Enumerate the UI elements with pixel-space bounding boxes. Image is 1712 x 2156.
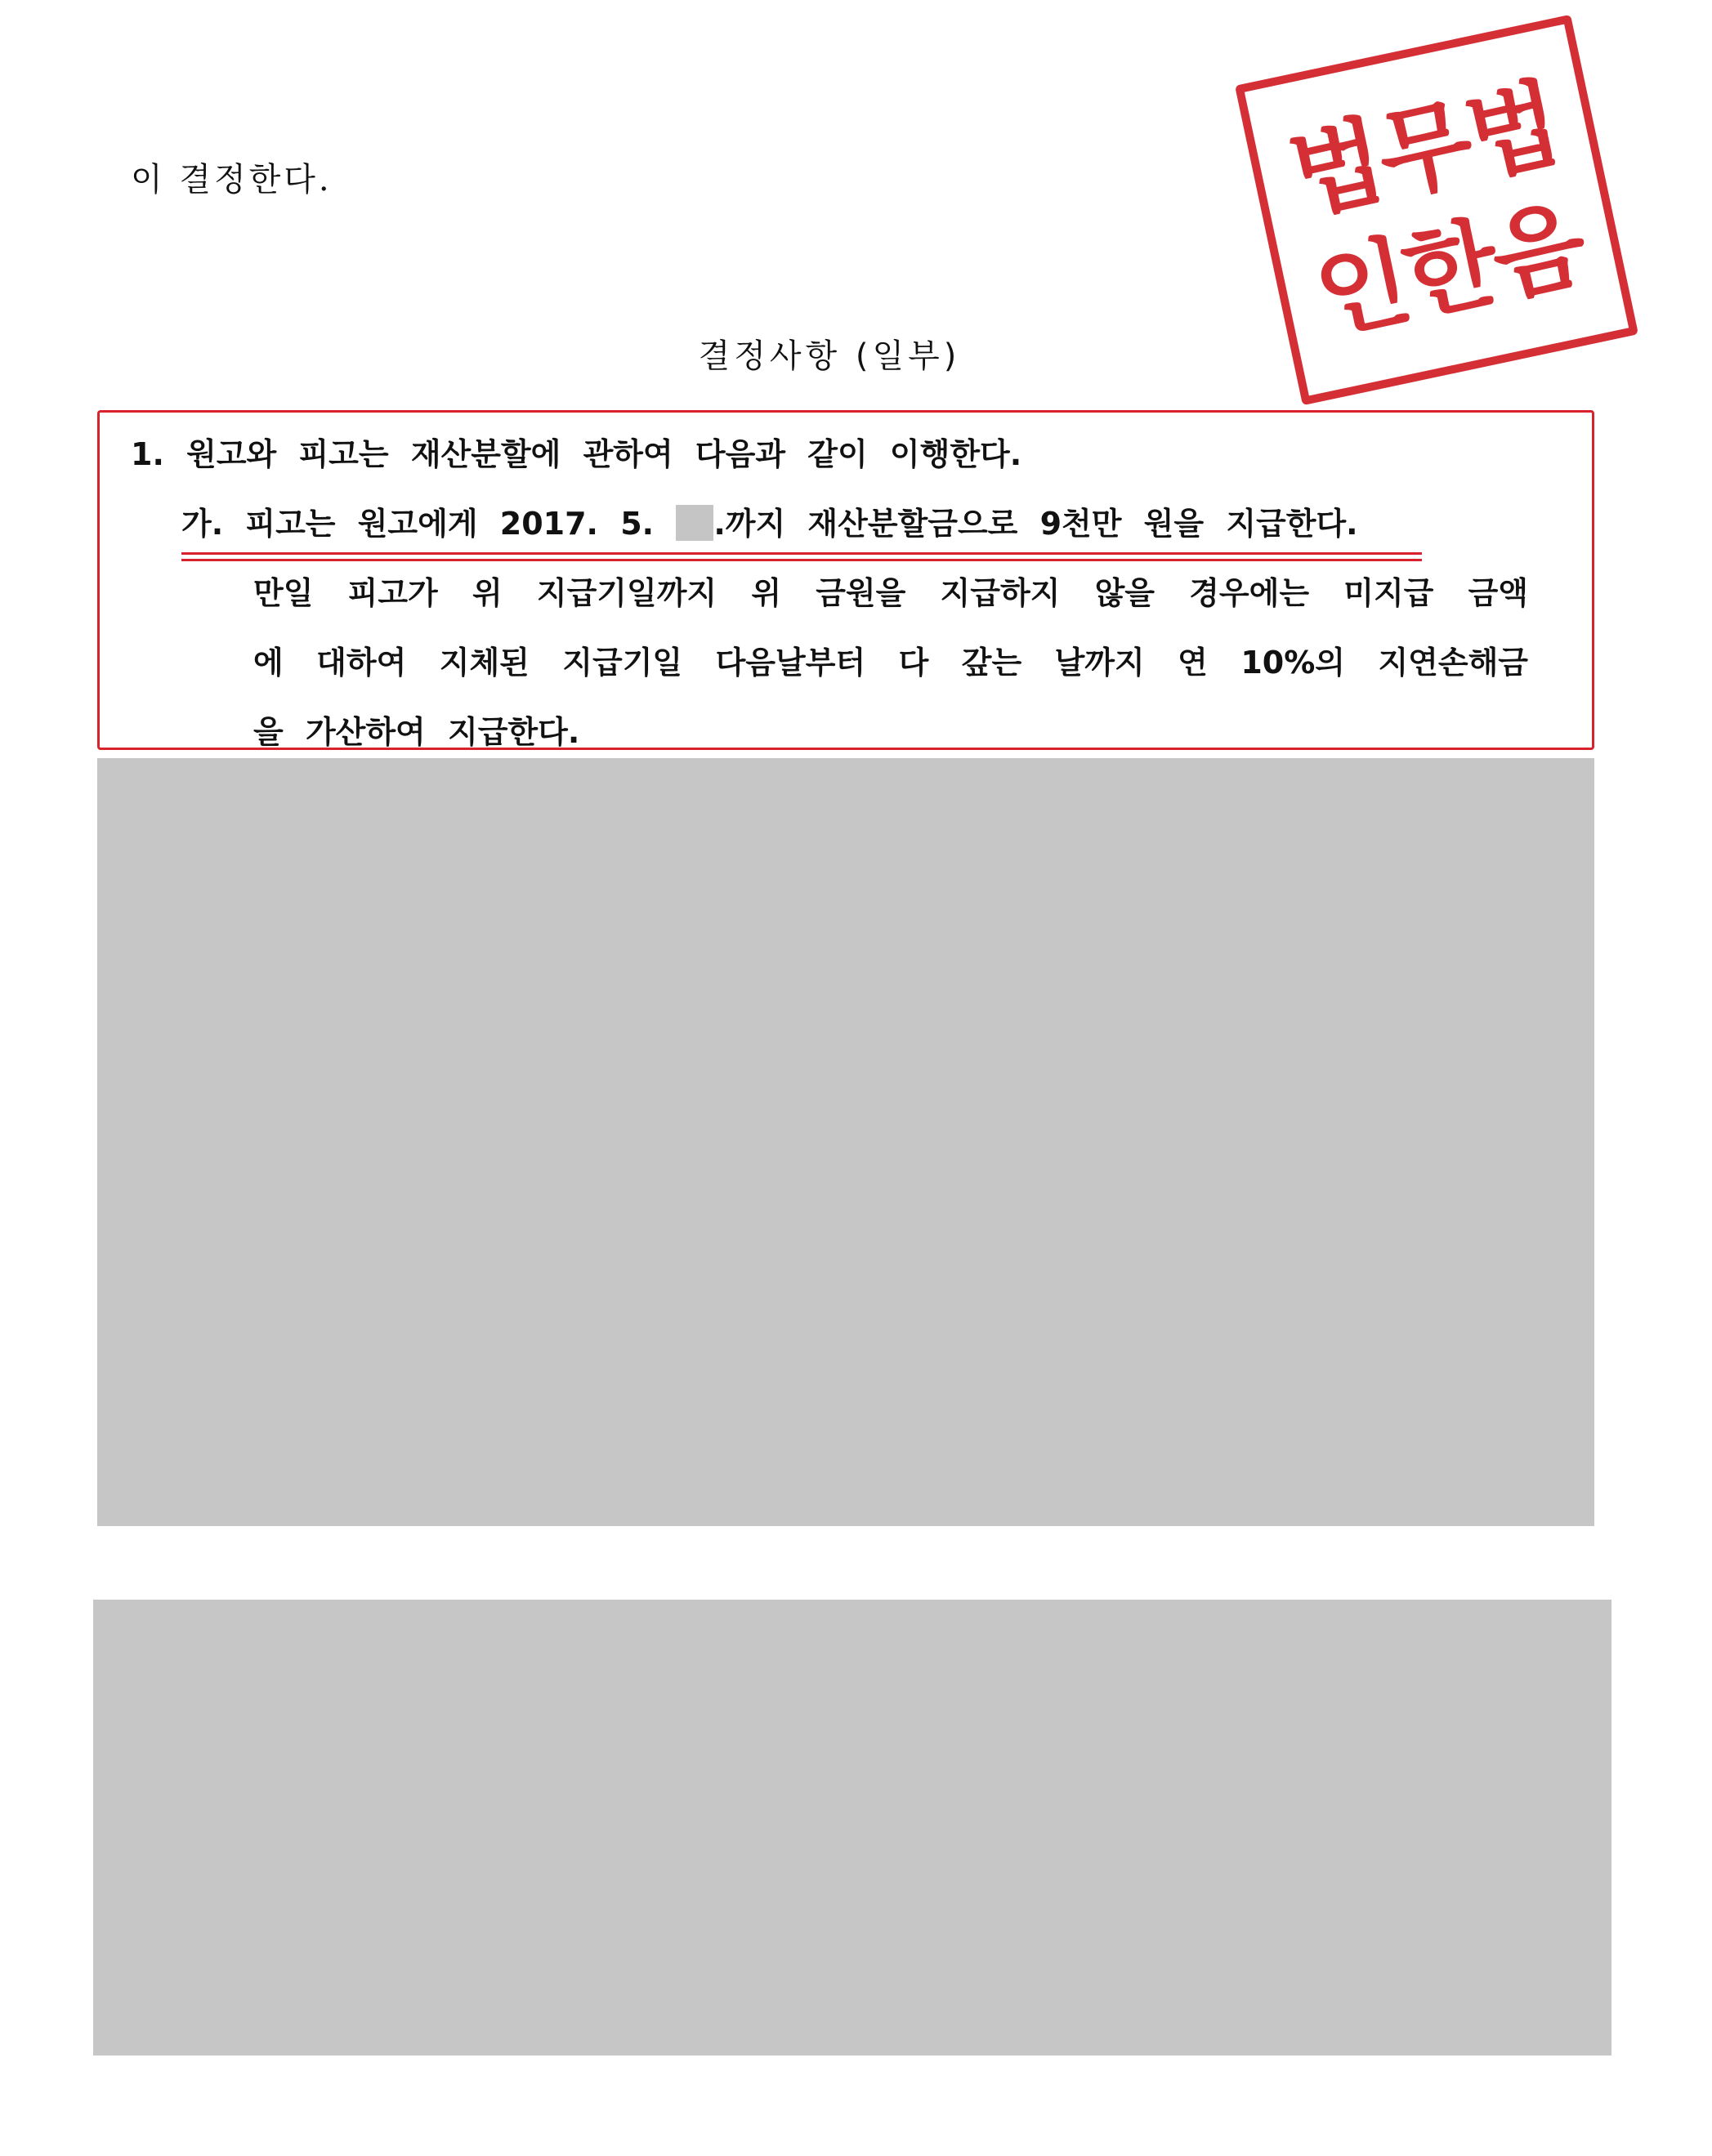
clause-line-2 — [181, 498, 1358, 543]
clause-line-5: 을 가산하여 지급한다. — [253, 714, 580, 750]
stamp-row-2: 인한음 — [1305, 186, 1594, 354]
stamp-row-1: 법무법 — [1280, 66, 1568, 234]
double-underline-top — [181, 552, 1422, 555]
clause-line-1: 1. 원고와 피고는 재산분할에 관하여 다음과 같이 이행한다. — [131, 436, 1022, 472]
double-underline-bottom — [181, 559, 1422, 561]
clause-line-2-before: 가. 피고는 원고에게 2017. 5. — [181, 506, 655, 542]
redaction-block-1 — [97, 758, 1594, 1526]
clause-line-3: 만일 피고가 위 지급기일까지 위 금원을 지급하지 않을 경우에는 미지급 금액 — [253, 575, 1528, 611]
date-redaction — [676, 505, 713, 541]
redaction-block-2 — [93, 1600, 1611, 2056]
clause-line-2-after: .까지 재산분할금으로 9천만 원을 지급한다. — [713, 506, 1358, 542]
section-heading: 결정사항 (일부) — [698, 337, 961, 375]
intro-text: 이 결정한다. — [131, 161, 333, 199]
clause-line-4: 에 대하여 지체된 지급기일 다음날부터 다 갚는 날까지 연 10%의 지연손해금 — [253, 645, 1528, 681]
